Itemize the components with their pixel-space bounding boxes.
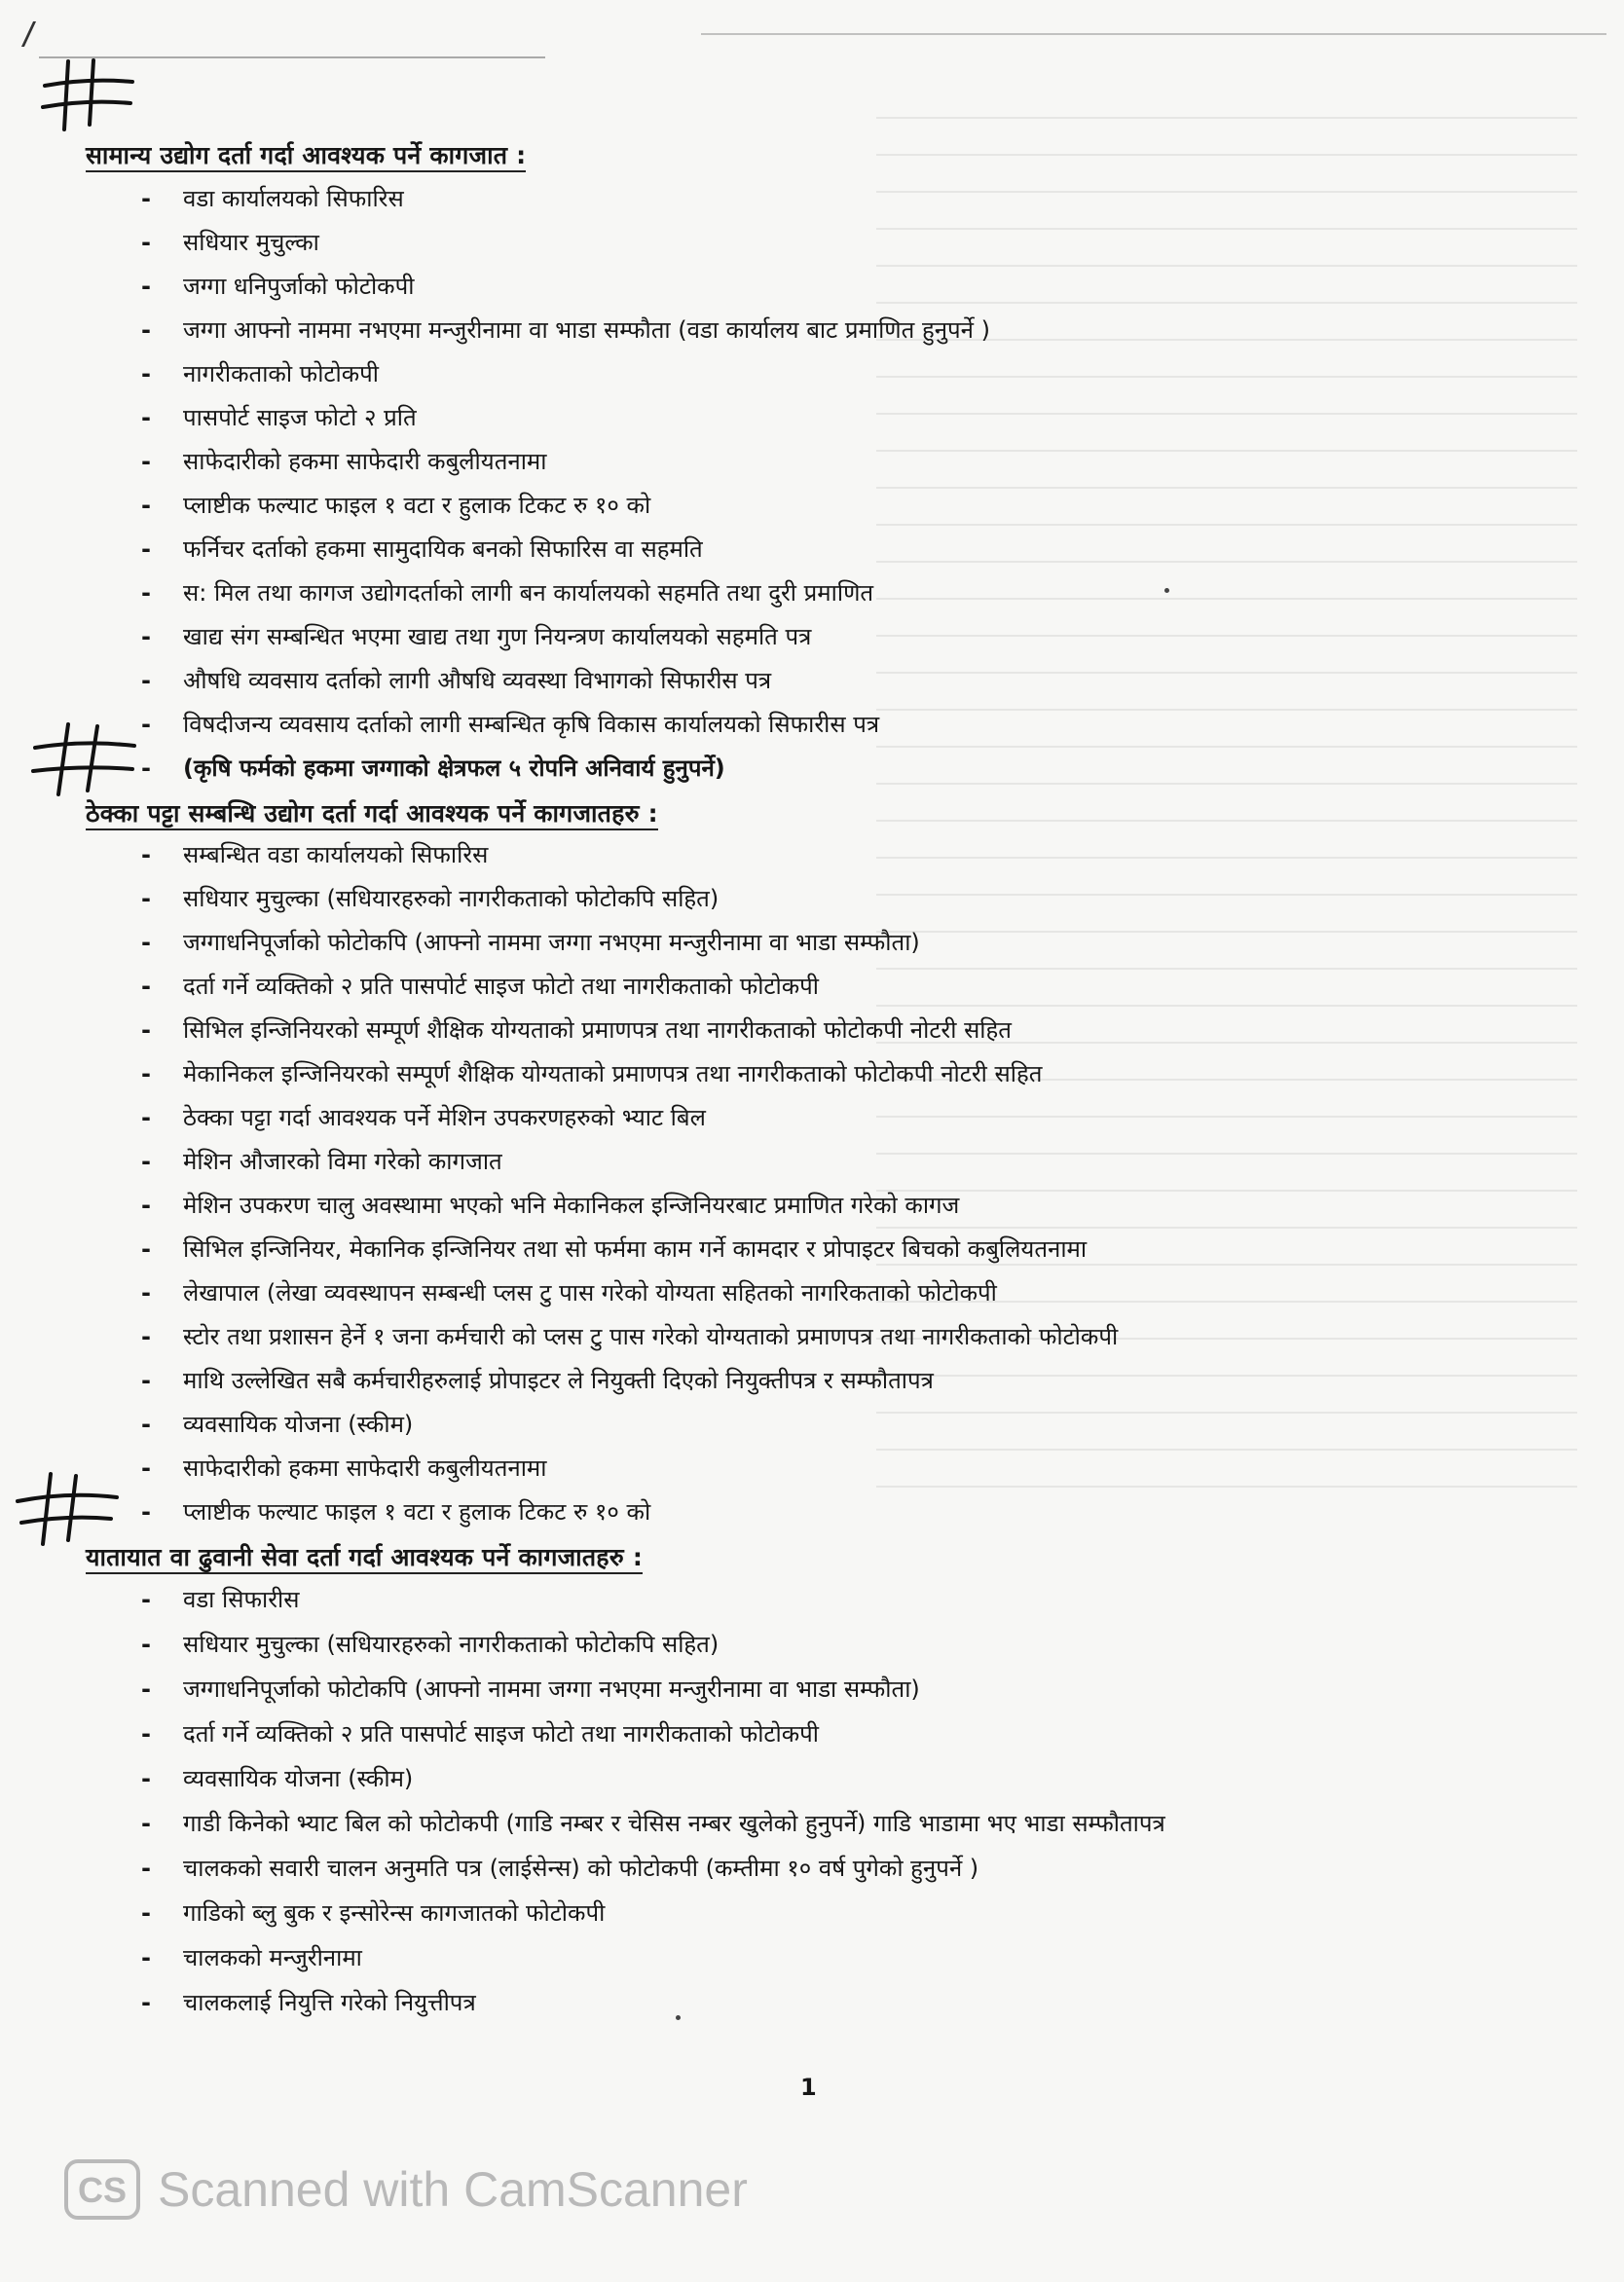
watermark-text: Scanned with CamScanner: [158, 2162, 748, 2217]
section-heading-text: ठेक्का पट्टा सम्बन्धि उद्योग दर्ता गर्दा आवश्यक पर्ने कागजातहरु :: [86, 799, 658, 830]
camscanner-logo-icon: [64, 2159, 140, 2220]
camscanner-logo-text: CS: [77, 2170, 128, 2210]
section-heading-transport-service: [86, 1540, 643, 1573]
section-heading-text: सामान्य उद्योग दर्ता गर्दा आवश्यक पर्ने कागजात :: [86, 141, 526, 172]
ink-speck: [1164, 588, 1169, 593]
pen-tick-mark: [21, 21, 50, 47]
page-number: 1: [800, 2074, 817, 2101]
section-heading-contract-industry: [86, 796, 658, 829]
handwritten-hash-mark-icon: [39, 56, 136, 134]
ink-speck: [676, 2015, 681, 2020]
section-heading-text: यातायात वा ढुवानी सेवा दर्ता गर्दा आवश्यक पर्ने कागजातहरु :: [86, 1543, 643, 1574]
scanned-page: सामान्य उद्योग दर्ता गर्दा आवश्यक पर्ने कागजात : - वडा कार्यालयको सिफारिस - सधियार मुचुल्का - जग्गा धनिपुर्जाको फोटोकपी - जग्गा आफ्नो नाममा नभएमा मन्जुरीनामा वा भाडा सम्फौता (वडा कार्यालय बाट प्रमाणित हुनुपर्ने ) - नागरीकताको फोटोकपी - पासपोर्ट साइज फोटो २ प्रति - साफेदारीको हकमा साफेदारी कबुलीयतनामा - प्लाष्टीक फल्याट फाइल १ वटा र हुलाक टिकट रु १० को - फर्निचर दर्ताको हकमा सामुदायिक बनको सिफारिस वा सहमति - स: मिल तथा कागज उद्योगदर्ताको लागी बन कार्यालयको सहमति तथा दुरी प्रमाणित - खाद्य संग सम्बन्धित भएमा खाद्य तथा गुण नियन्त्रण कार्यालयको सहमति पत्र - औषधि व्यवसाय दर्ताको लागी औषधि व्यवस्था विभागको सिफारीस पत्र - विषदीजन्य व्यवसाय दर्ताको लागी सम्बन्धित कृषि विकास कार्यालयको सिफारीस पत्र - (कृषि फर्मको हकमा जग्गाको क्षेत्रफल ५ रोपनि अनिवार्य हुनुपर्ने) ठेक्का पट्टा सम्बन्धि उद्योग दर्ता गर्दा आवश्यक पर्ने कागजातहरु : - सम्बन्धित वडा कार्यालयको सिफारिस - सधियार मुचुल्का (सधियारहरुको नागरीकताको फोटोकपि सहित) - जग्गाधनिपूर्जाको फोटोकपि (आफ्नो नाममा जग्गा नभएमा मन्जुरीनामा वा भाडा सम्फौता) - दर्ता गर्ने व्यक्तिको २ प्रति पासपोर्ट साइज फोटो तथा नागरीकताको फोटोकपी - सिभिल इन्जिनियरको सम्पूर्ण शैक्षिक योग्यताको प्रमाणपत्र तथा नागरीकताको फोटोकपी नोटरी सहित - मेकानिकल इन्जिनियरको सम्पूर्ण शैक्षिक योग्यताको प्रमाणपत्र तथा नागरीकताको फोटोकपी नोटरी सहित - ठेक्का पट्टा गर्दा आवश्यक पर्ने मेशिन उपकरणहरुको भ्याट बिल - मेशिन औजारको विमा गरेको कागजात - मेशिन उपकरण चालु अवस्थामा भएको भनि मेकानिकल इन्जिनियरबाट प्रमाणित गरेको कागज - सिभिल इन्जिनियर, मेकानिक इन्जिनियर तथा सो फर्ममा काम गर्ने कामदार र प्रोपाइटर बिचको कबुलियतनामा - लेखापाल (लेखा व्यवस्थापन सम्बन्धी प्लस टु पास गरेको योग्यता सहितको नागरिकताको फोटोकपी - स्टोर तथा प्रशासन हेर्ने १ जना कर्मचारी को प्लस टु पास गरेको योग्यताको प्रमाणपत्र तथा नागरीकताको फोटोकपी - माथि उल्लेखित सबै कर्मचारीहरुलाई प्रोपाइटर ले नियुक्ती दिएको नियुक्तीपत्र र सम्फौतापत्र - व्यवसायिक योजना (स्कीम) - साफेदारीको हकमा साफेदारी कबुलीयतनामा - प्लाष्टीक फल्याट फाइल १ वटा र हुलाक टिकट रु १० को यातायात वा ढुवानी सेवा दर्ता गर्दा आवश्यक पर्ने कागजातहरु : - वडा सिफारीस - सधियार मुचुल्का (सधियारहरुको नागरीकताको फोटोकपि सहित) - जग्गाधनिपूर्जाको फोटोकपि (आफ्नो नाममा जग्गा नभएमा मन्जुरीनामा वा भाडा सम्फौता) - दर्ता गर्ने व्यक्तिको २ प्रति पासपोर्ट साइज फोटो तथा नागरीकताको फोटोकपी - व्यवसायिक योजना (स्कीम) - गाडी किनेको भ्याट बिल को फोटोकपी (गाडि नम्बर र चेसिस नम्बर खुलेको हुनुपर्ने) गाडि भाडामा भए भाडा सम्फौतापत्र - चालकको सवारी चालन अनुमति पत्र (लाईसेन्स) को फोटोकपी (कम्तीमा १० वर्ष पुगेको हुनुपर्ने ) - गाडिको ब्लु बुक र इन्सोरेन्स कागजातको फोटोकपी - चालकको मन्जुरीनामा - चालकलाई नियुत्ति गरेको नियुत्तीपत्र 1 CS Scanned with CamScanner: [0, 0, 1624, 2282]
bleed-through-noise: [876, 117, 1577, 1772]
top-rule-line: [701, 33, 1606, 35]
section-heading-general-industry: [86, 138, 526, 171]
handwritten-hash-mark-icon: [14, 1470, 121, 1548]
handwritten-hash-mark-icon: [29, 720, 136, 798]
